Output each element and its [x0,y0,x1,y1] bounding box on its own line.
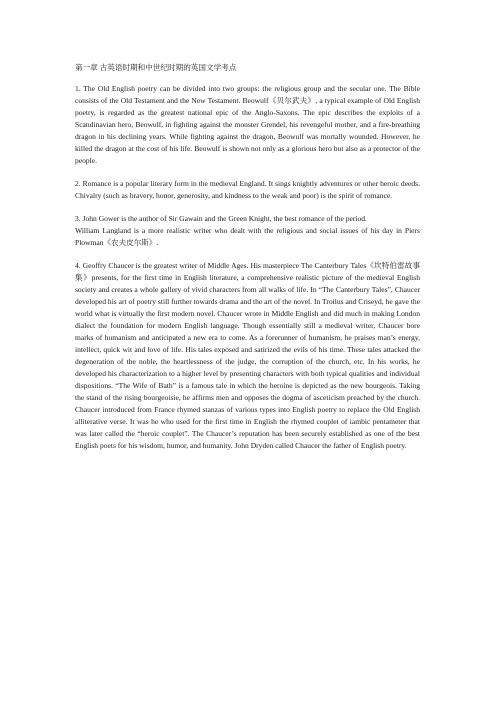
paragraph-2 [75,178,420,202]
paragraph-4 [75,260,420,452]
paragraph-text: 3. John Gower is the author of Sir Gawain and the Green Knight, the best romance of the period. [75,214,367,223]
paragraph-text: 1. The Old English poetry can be divided into two groups: the religious group and the secular one. The Bible consists of the Old Testament and the New Testament. Beowulf《贝尔武夫》, a typical example of Old English poetry, is regarded as the greatest national epic of the Anglo-Saxons. The epic describes the exploits of a Scandinavian hero, Beowulf, in fighting against the monster Grendel, his revengeful mother, and a fire-breathing dragon in his declining years. While fighting against the dragon, Beowulf was mortally wounded. However, he killed the dragon at the cost of his life. Beowulf is shown not only as a glorious hero but also as a protector of the people. [75,84,420,165]
paragraph-text: 4. Geoffry Chaucer is the greatest writer of Middle Ages. His masterpiece The Canterbury Tales《坎特伯雷故事集》presents, for the first time in English literature, a comprehensive realistic picture of the medieval English society and creates a whole gallery of vivid characters from all walks of life. In “The Canterbury Tales”, Chaucer developed his art of poetry still further towards drama and the art of the novel. In Troilus and Criseyd, he gave the world what is virtually the first modern novel. Chaucer wrote in Middle English and did much in making London dialect the foundation for modern English language. Though essentially still a medieval writer, Chaucer bore marks of humanism and anticipated a new era to come. As a forerunner of humanism, he praises man’s energy, intellect, quick wit and love of life. His tales exposed and satirized the evils of his time. These tales attacked the degeneration of the noble, the heartlessness of the judge, the corruption of the church, etc. In his works, he developed his characterization to a higher level by presenting characters with both typical qualities and individual dispositions. “The Wife of Bath” is a famous tale in which the heroine is depicted as the new bourgeois. Taking the stand of the rising bourgeoisie, he affirms men and opposes the dogma of asceticism preached by the church. Chaucer introduced from France rhymed stanzas of various types into English poetry to replace the Old English alliterative verse. It was he who used for the first time in English the rhymed couplet of iambic pentameter that was later called the “heroic couplet”. The Chaucer’s reputation has been securely established as one of the best English poets for his wisdom, humor, and humanity. John Dryden called Chaucer the father of English poetry. [75,261,420,450]
paragraph-1 [75,83,420,167]
document-body [75,62,420,463]
paragraph-text: William Langland is a more realistic writer who dealt with the religious and social issues of his day in Piers Plowman《农夫皮尔斯》. [75,226,420,247]
paragraph-text: 2. Romance is a popular literary form in the medieval England. It sings knightly adventures or other heroic deeds. Chivalry (such as bravery, honor, generosity, and kindness to the weak and poor) is the spirit of romance. [75,179,420,200]
chapter-title: 第一章 古英语时期和中世纪时期的英国文学考点 [75,63,237,72]
paragraph-3 [75,213,420,249]
